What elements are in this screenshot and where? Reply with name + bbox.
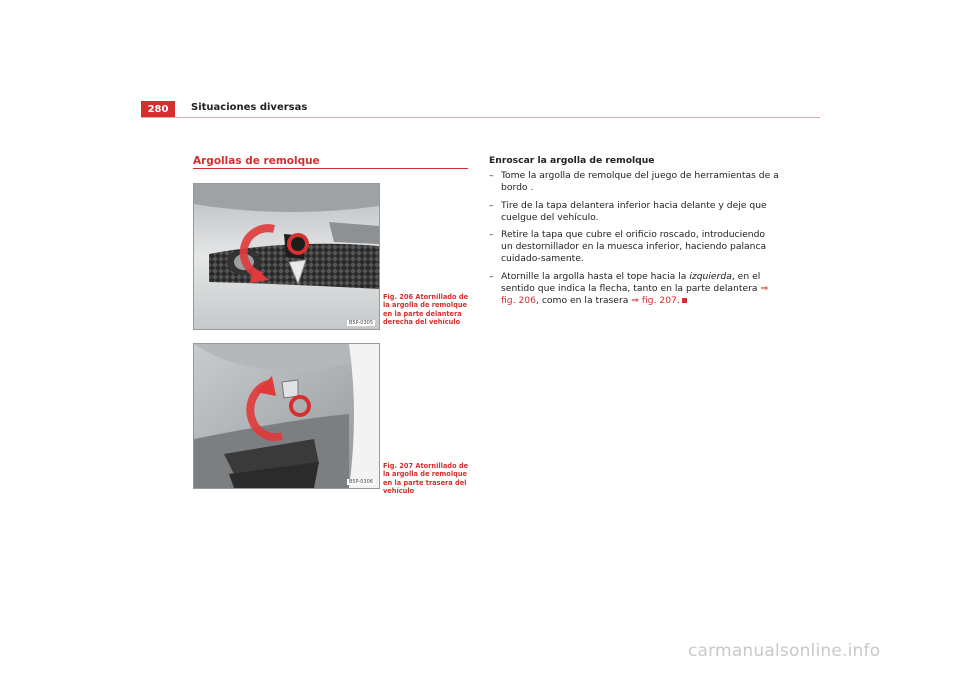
figure-206-link[interactable]: ⇒ fig. 206: [501, 282, 769, 307]
section-divider: [193, 168, 468, 169]
chapter-title: Situaciones diversas: [191, 102, 308, 113]
step-text-part: .: [676, 295, 680, 307]
step-text: Tire de la tapa delantera inferior hacia delante y deje que cuelgue del vehículo.: [501, 199, 767, 223]
figure-code: B5P-0306: [348, 479, 373, 485]
list-item: [489, 229, 779, 266]
figure-207-caption: Fig. 207 Atornillado de la argolla de remolque en la parte trasera del vehículo: [383, 462, 469, 495]
list-item: [489, 170, 779, 194]
step-text: Retire la tapa que cubre el orificio roscado, introduciendo un destornillador en la muesca inferior, haciendo palanca cuidado-samente.: [501, 229, 767, 265]
step-text: Tome la argolla de remolque del juego de herramientas de a bordo .: [501, 170, 779, 194]
bullet-dash: –: [489, 170, 494, 182]
section-title: Argollas de remolque: [193, 155, 320, 167]
section-end-marker: [682, 298, 687, 303]
emphasis-text: izquierda: [689, 270, 732, 282]
page-number: 280: [141, 101, 175, 118]
figure-code: B5P-0305: [348, 320, 373, 326]
figure-207-image: [193, 343, 380, 489]
instructions-heading: Enroscar la argolla de remolque: [489, 155, 655, 166]
figure-206-image: [193, 183, 380, 330]
figure-206-caption: Fig. 206 Atornillado de la argolla de remolque en la parte delantera derecha del vehículo: [383, 293, 469, 326]
list-item: [489, 200, 779, 224]
list-item: [489, 271, 779, 308]
bullet-dash: –: [489, 229, 494, 241]
watermark: carmanualsonline.info: [688, 641, 881, 661]
bullet-dash: –: [489, 199, 494, 211]
step-text-part: Atornille la argolla hasta el tope hacia la: [501, 270, 690, 282]
figure-207-link[interactable]: ⇒ fig. 207: [631, 295, 677, 307]
instructions-column: [489, 155, 779, 312]
step-text-part: , en el sentido que indica la flecha, tanto en la parte delantera: [501, 270, 761, 294]
header-divider: [141, 117, 820, 118]
step-text: [501, 271, 768, 306]
bullet-dash: –: [489, 270, 494, 282]
step-text-part: , como en la trasera: [536, 295, 632, 307]
